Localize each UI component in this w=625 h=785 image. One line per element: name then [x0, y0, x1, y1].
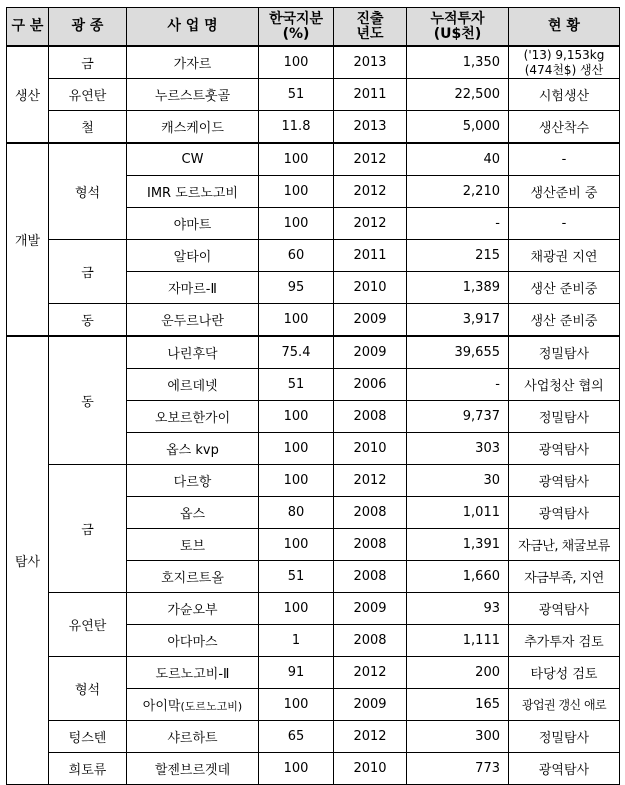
year-cell: 2010	[334, 272, 407, 304]
mineral-cell: 철	[49, 111, 127, 144]
table-row	[7, 46, 620, 79]
year-cell: 2009	[334, 689, 407, 721]
table-row	[7, 304, 620, 337]
year-cell: 2012	[334, 208, 407, 240]
table-row	[7, 465, 620, 497]
investment-cell: -	[407, 369, 509, 401]
table-row	[7, 143, 620, 176]
year-cell: 2008	[334, 401, 407, 433]
status-cell: 생산 준비중	[509, 304, 620, 337]
year-cell: 2008	[334, 497, 407, 529]
mineral-cell: 형석	[49, 657, 127, 721]
header-status: 현 황	[509, 8, 620, 47]
status-cell: 시험생산	[509, 79, 620, 111]
project-cell	[127, 689, 259, 721]
table-row	[7, 111, 620, 144]
investment-cell: 1,111	[407, 625, 509, 657]
project-cell: 캐스케이드	[127, 111, 259, 144]
mineral-cell: 금	[49, 465, 127, 593]
year-cell: 2013	[334, 111, 407, 144]
year-cell: 2011	[334, 240, 407, 272]
investment-cell: 215	[407, 240, 509, 272]
investment-cell: 200	[407, 657, 509, 689]
stake-cell: 65	[259, 721, 334, 753]
mining-projects-table	[6, 7, 620, 785]
project-cell: 할젠브르겟데	[127, 753, 259, 785]
header-mineral: 광 종	[49, 8, 127, 47]
header-investment: 누적투자 (U$천)	[407, 8, 509, 47]
year-cell: 2012	[334, 721, 407, 753]
investment-cell: 303	[407, 433, 509, 465]
year-cell: 2006	[334, 369, 407, 401]
year-cell: 2009	[334, 593, 407, 625]
status-cell: 정밀탐사	[509, 336, 620, 369]
year-cell: 2008	[334, 625, 407, 657]
mineral-cell: 텅스텐	[49, 721, 127, 753]
project-cell: 운두르나란	[127, 304, 259, 337]
mineral-cell: 유연탄	[49, 79, 127, 111]
status-cell: 채광권 지연	[509, 240, 620, 272]
table-row	[7, 336, 620, 369]
status-cell: 정밀탐사	[509, 401, 620, 433]
investment-cell: 1,389	[407, 272, 509, 304]
stake-cell: 75.4	[259, 336, 334, 369]
status-cell: -	[509, 208, 620, 240]
project-cell: 토브	[127, 529, 259, 561]
stake-cell: 95	[259, 272, 334, 304]
mineral-cell: 동	[49, 304, 127, 337]
stake-cell: 60	[259, 240, 334, 272]
project-cell: 다르항	[127, 465, 259, 497]
header-year: 진출 년도	[334, 8, 407, 47]
investment-cell: 1,660	[407, 561, 509, 593]
status-cell: 정밀탐사	[509, 721, 620, 753]
status-cell: 추가투자 검토	[509, 625, 620, 657]
investment-cell: 1,350	[407, 46, 509, 79]
investment-cell: 2,210	[407, 176, 509, 208]
category-cell: 생산	[7, 46, 49, 143]
stake-cell: 100	[259, 208, 334, 240]
project-name: 아이막	[142, 699, 181, 714]
status-cell: 생산 준비중	[509, 272, 620, 304]
mineral-cell: 금	[49, 46, 127, 79]
stake-cell: 100	[259, 46, 334, 79]
investment-cell: 1,011	[407, 497, 509, 529]
stake-cell: 100	[259, 433, 334, 465]
category-cell: 탐사	[7, 336, 49, 785]
stake-cell: 100	[259, 143, 334, 176]
status-cell: 광역탐사	[509, 465, 620, 497]
investment-cell: -	[407, 208, 509, 240]
header-category: 구 분	[7, 8, 49, 47]
project-cell: 야마트	[127, 208, 259, 240]
investment-cell: 3,917	[407, 304, 509, 337]
status-cell: 생산착수	[509, 111, 620, 144]
project-cell: 샤르하트	[127, 721, 259, 753]
project-cell: 가슌오부	[127, 593, 259, 625]
project-cell: IMR 도르노고비	[127, 176, 259, 208]
project-cell: 가자르	[127, 46, 259, 79]
stake-cell: 100	[259, 593, 334, 625]
project-cell: 옵스	[127, 497, 259, 529]
status-cell: 생산준비 중	[509, 176, 620, 208]
stake-cell: 100	[259, 689, 334, 721]
mineral-cell: 금	[49, 240, 127, 304]
stake-cell: 100	[259, 176, 334, 208]
status-cell: 광역탐사	[509, 753, 620, 785]
project-cell: 아다마스	[127, 625, 259, 657]
header-stake: 한국지분 (%)	[259, 8, 334, 47]
table-row	[7, 721, 620, 753]
status-cell: 자금부족, 지연	[509, 561, 620, 593]
stake-cell: 100	[259, 304, 334, 337]
investment-cell: 1,391	[407, 529, 509, 561]
stake-cell: 100	[259, 529, 334, 561]
table-row	[7, 79, 620, 111]
stake-cell: 100	[259, 465, 334, 497]
status-cell: 광역탐사	[509, 497, 620, 529]
stake-cell: 100	[259, 753, 334, 785]
investment-cell: 165	[407, 689, 509, 721]
year-cell: 2009	[334, 336, 407, 369]
investment-cell: 93	[407, 593, 509, 625]
year-cell: 2013	[334, 46, 407, 79]
stake-cell: 80	[259, 497, 334, 529]
project-cell: 알타이	[127, 240, 259, 272]
mineral-cell: 형석	[49, 143, 127, 240]
investment-cell: 39,655	[407, 336, 509, 369]
investment-cell: 773	[407, 753, 509, 785]
investment-cell: 9,737	[407, 401, 509, 433]
category-cell: 개발	[7, 143, 49, 336]
stake-cell: 51	[259, 79, 334, 111]
stake-cell: 11.8	[259, 111, 334, 144]
status-cell: 광역탐사	[509, 593, 620, 625]
stake-cell: 51	[259, 561, 334, 593]
year-cell: 2012	[334, 465, 407, 497]
year-cell: 2010	[334, 433, 407, 465]
stake-cell: 51	[259, 369, 334, 401]
year-cell: 2012	[334, 176, 407, 208]
status-cell: 광업권 갱신 애로	[509, 689, 620, 721]
project-cell: 자마르-Ⅱ	[127, 272, 259, 304]
mineral-cell: 유연탄	[49, 593, 127, 657]
year-cell: 2010	[334, 753, 407, 785]
status-cell: 타당성 검토	[509, 657, 620, 689]
investment-cell: 40	[407, 143, 509, 176]
status-cell: 자금난, 채굴보류	[509, 529, 620, 561]
investment-cell: 300	[407, 721, 509, 753]
project-name-sub: (도르노고비)	[180, 700, 243, 713]
project-cell: 옵스 kvp	[127, 433, 259, 465]
stake-cell: 100	[259, 401, 334, 433]
status-cell: -	[509, 143, 620, 176]
status-cell: 광역탐사	[509, 433, 620, 465]
header-project: 사 업 명	[127, 8, 259, 47]
mineral-cell: 동	[49, 336, 127, 465]
project-cell: 나린후닥	[127, 336, 259, 369]
table-row	[7, 240, 620, 272]
year-cell: 2012	[334, 143, 407, 176]
year-cell: 2011	[334, 79, 407, 111]
project-cell: 오보르한가이	[127, 401, 259, 433]
status-cell: ('13) 9,153kg (474천$) 생산	[509, 46, 620, 79]
year-cell: 2008	[334, 529, 407, 561]
status-cell: 사업청산 협의	[509, 369, 620, 401]
project-cell: 호지르트올	[127, 561, 259, 593]
project-cell: CW	[127, 143, 259, 176]
table-row	[7, 593, 620, 625]
stake-cell: 1	[259, 625, 334, 657]
mineral-cell: 희토류	[49, 753, 127, 785]
header-row	[7, 8, 620, 47]
project-cell: 도르노고비-Ⅱ	[127, 657, 259, 689]
table-row	[7, 753, 620, 785]
year-cell: 2012	[334, 657, 407, 689]
investment-cell: 30	[407, 465, 509, 497]
investment-cell: 22,500	[407, 79, 509, 111]
project-cell: 누르스트훗골	[127, 79, 259, 111]
project-cell: 에르데넷	[127, 369, 259, 401]
stake-cell: 91	[259, 657, 334, 689]
year-cell: 2009	[334, 304, 407, 337]
table-row	[7, 657, 620, 689]
year-cell: 2008	[334, 561, 407, 593]
investment-cell: 5,000	[407, 111, 509, 144]
